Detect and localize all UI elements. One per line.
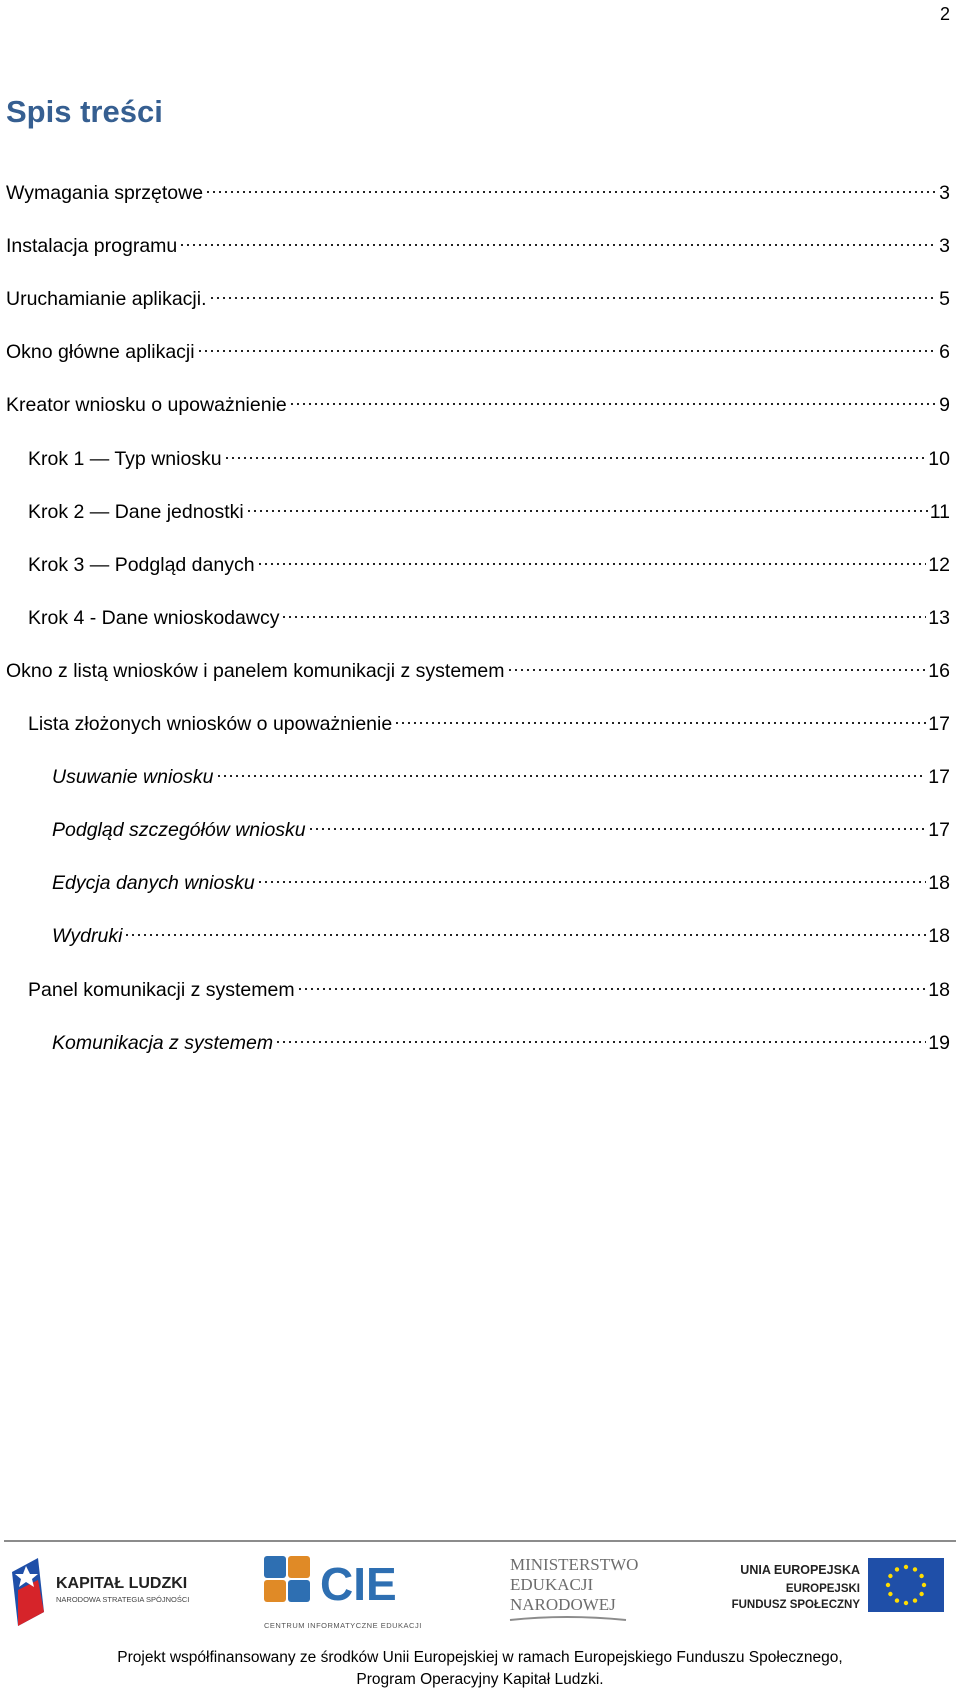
footer-line-2: Program Operacyjny Kapitał Ludzki.: [356, 1671, 604, 1688]
toc-leader-dots: [394, 721, 926, 725]
page-number: 2: [939, 4, 950, 24]
svg-text:FUNDUSZ SPOŁECZNY: FUNDUSZ SPOŁECZNY: [731, 1599, 860, 1611]
toc-leader-dots: [124, 933, 926, 937]
toc-entry[interactable]: [28, 444, 950, 474]
toc-entry-page: 17: [928, 766, 950, 788]
toc-entry-page: 9: [939, 394, 950, 416]
toc-entry-label: Krok 1 — Typ wniosku: [28, 448, 222, 470]
toc-entry-label: Wydruki: [52, 925, 123, 947]
footer-text: [0, 1647, 960, 1691]
toc-entry-page: 5: [939, 288, 950, 310]
toc-leader-dots: [205, 190, 937, 194]
toc-entry-page: 13: [928, 607, 950, 629]
svg-text:EUROPEJSKI: EUROPEJSKI: [785, 1583, 860, 1595]
toc-leader-dots: [216, 774, 927, 778]
svg-text:UNIA EUROPEJSKA: UNIA EUROPEJSKA: [740, 1563, 860, 1577]
european-union-logo: [700, 1554, 950, 1634]
toc-entry[interactable]: [6, 284, 950, 314]
toc-entry-page: 12: [928, 554, 950, 576]
eu-star-icon: [919, 1592, 923, 1596]
toc-leader-dots: [297, 987, 927, 991]
toc-entry[interactable]: [52, 815, 950, 845]
eu-star-icon: [895, 1567, 899, 1571]
eu-star-icon: [913, 1598, 917, 1602]
eu-star-icon: [888, 1592, 892, 1596]
svg-text:NARODOWEJ: NARODOWEJ: [510, 1595, 616, 1614]
toc-entry-page: 3: [939, 235, 950, 257]
toc-entry[interactable]: [6, 178, 950, 208]
toc-entry-label: Krok 3 — Podgląd danych: [28, 554, 255, 576]
toc-entry-label: Okno z listą wniosków i panelem komunikacji z systemem: [6, 660, 505, 682]
toc-leader-dots: [209, 296, 938, 300]
toc-entry[interactable]: [6, 390, 950, 420]
toc-leader-dots: [275, 1040, 926, 1044]
toc-entry[interactable]: [6, 337, 950, 367]
toc-entry[interactable]: [52, 921, 950, 951]
footer-logos: [0, 1548, 960, 1648]
kapital-ludzki-logo: [4, 1552, 204, 1634]
toc-leader-dots: [289, 402, 937, 406]
toc-entry[interactable]: [6, 231, 950, 261]
toc-entry-page: 6: [939, 341, 950, 363]
toc-entry[interactable]: [28, 497, 950, 527]
eu-star-icon: [904, 1565, 908, 1569]
toc-entry-page: 18: [928, 872, 950, 894]
toc-entry[interactable]: [28, 550, 950, 580]
eu-star-icon: [888, 1574, 892, 1578]
toc-entry-page: 11: [929, 501, 950, 523]
toc-entry-label: Wymagania sprzętowe: [6, 182, 204, 204]
svg-text:EDUKACJI: EDUKACJI: [510, 1575, 594, 1594]
cie-logo: [262, 1548, 482, 1634]
toc-leader-dots: [257, 880, 927, 884]
toc-title: Spis treści: [6, 94, 163, 129]
toc-entry-label: Usuwanie wniosku: [52, 766, 214, 788]
toc-leader-dots: [224, 456, 927, 460]
toc-entry-label: Podgląd szczegółów wniosku: [52, 819, 306, 841]
toc-entry-label: Instalacja programu: [6, 235, 178, 257]
eu-star-icon: [919, 1574, 923, 1578]
svg-text:CENTRUM INFORMATYCZNE EDUKACJI: CENTRUM INFORMATYCZNE EDUKACJI: [264, 1621, 422, 1630]
toc-entry-page: 18: [928, 925, 950, 947]
svg-text:KAPITAŁ LUDZKI: KAPITAŁ LUDZKI: [56, 1575, 188, 1592]
toc-entry-page: 17: [928, 819, 950, 841]
toc-entry-label: Komunikacja z systemem: [52, 1032, 274, 1054]
toc-entry-page: 3: [939, 182, 950, 204]
toc-entry[interactable]: [28, 975, 950, 1005]
toc-entry[interactable]: [28, 603, 950, 633]
ministry-of-education-logo: [506, 1550, 646, 1632]
toc-entry-label: Edycja danych wniosku: [52, 872, 255, 894]
toc-entry[interactable]: [52, 868, 950, 898]
toc-entry-label: Kreator wniosku o upoważnienie: [6, 394, 287, 416]
svg-text:MINISTERSTWO: MINISTERSTWO: [510, 1555, 639, 1574]
toc-leader-dots: [281, 615, 926, 619]
svg-text:CIE: CIE: [320, 1558, 397, 1610]
toc-leader-dots: [197, 349, 938, 353]
eu-star-icon: [913, 1567, 917, 1571]
toc-entry-page: 18: [928, 979, 950, 1001]
toc-entry[interactable]: [28, 709, 950, 739]
toc-leader-dots: [507, 668, 927, 672]
svg-text:NARODOWA STRATEGIA SPÓJNOŚCI: NARODOWA STRATEGIA SPÓJNOŚCI: [56, 1595, 190, 1604]
toc-entry-label: Krok 4 - Dane wnioskodawcy: [28, 607, 280, 629]
toc-leader-dots: [246, 509, 928, 513]
toc-entry-label: Lista złożonych wniosków o upoważnienie: [28, 713, 393, 735]
toc-entry-page: 17: [928, 713, 950, 735]
eu-star-icon: [886, 1583, 890, 1587]
toc-entry-label: Krok 2 — Dane jednostki: [28, 501, 244, 523]
toc-entry-page: 16: [928, 660, 950, 682]
toc-entry-page: 10: [928, 448, 950, 470]
toc-entry[interactable]: [6, 656, 950, 686]
toc-entry-page: 19: [928, 1032, 950, 1054]
toc-entry-label: Okno główne aplikacji: [6, 341, 195, 363]
eu-star-icon: [895, 1598, 899, 1602]
footer-divider: [4, 1540, 956, 1542]
toc-leader-dots: [257, 562, 927, 566]
eu-star-icon: [904, 1601, 908, 1605]
toc-leader-dots: [308, 827, 927, 831]
toc-entry-label: Panel komunikacji z systemem: [28, 979, 295, 1001]
toc-entry[interactable]: [52, 762, 950, 792]
footer-line-1: Projekt współfinansowany ze środków Unii Europejskiej w ramach Europejskiego Funduszu Społecznego,: [117, 1649, 843, 1666]
toc-leader-dots: [179, 243, 937, 247]
toc-entry-label: Uruchamianie aplikacji.: [6, 288, 207, 310]
eu-star-icon: [922, 1583, 926, 1587]
toc-entry[interactable]: [52, 1028, 950, 1058]
